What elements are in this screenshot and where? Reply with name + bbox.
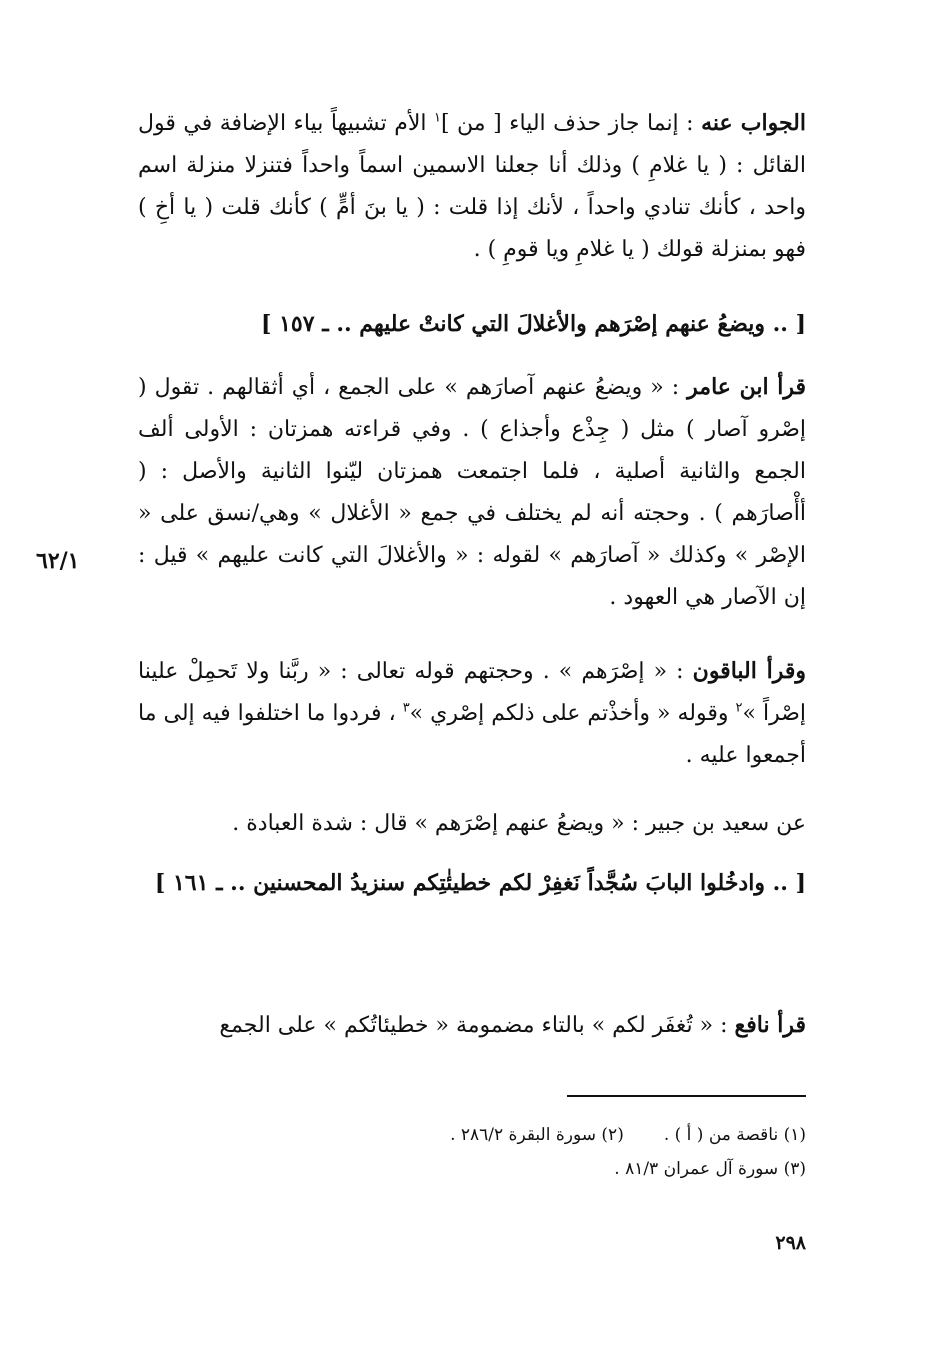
footnote-marker: ٢ [735,700,743,716]
paragraph-text: عن سعيد بن جبير : « ويضعُ عنهم إصْرَهم » قال : شدة العبادة . [232,811,806,836]
paragraph-text: : إنما جاز حذف الياء [ من ] [440,111,702,136]
paragraph-text: ، فردوا ما اختلفوا فيه إلى ما أجمعوا عليه . [138,701,806,768]
footnote-3: (٣) سورة آل عمران ٨١/٣ . [614,1159,806,1179]
footnote-divider [567,1095,806,1097]
paragraph-text: : « تُغفَر لكم » بالتاء مضمومة « خطيئاتُكم » على الجمع [219,1013,735,1038]
quran-verse-161: [ .. وادخُلوا البابَ سُجَّداً نَغفِرْ لكم خطيئٰتِكم سنزيدُ المحسنين .. ـ ١٦١ ] [154,870,806,896]
paragraph-lead: قرأ ابن عامر [687,374,806,400]
paragraph-lead: الجواب عنه [701,110,807,136]
paragraph-lead: وقرأ الباقون [692,658,806,684]
page-number: ٢٩٨ [775,1232,806,1254]
quran-verse-157: [ .. ويضعُ عنهم إصْرَهم والأغلالَ التي كانتْ عليهم .. ـ ١٥٧ ] [261,311,806,337]
paragraph-others [138,650,806,777]
footnote-marker: ١ [434,110,441,126]
paragraph-text: وقوله « وأخذْتم على ذلكم إصْري » [409,701,736,726]
paragraph-nafi [138,1004,806,1047]
paragraph-text: : « ويضعُ عنهم آصارَهم » على الجمع ، أي أثقالهم . تقول ( إصْرو آصار ) مثل ( جِذْع وأجذاع ) . وفي قراءته همزتان : الأولى ألف الجمع والثانية أصلية ، فلما اجتمعت همزتان ليّنوا الثانية والأصل : ( أأْصارَهم ) . وحجته أنه لم يختلف في جمع « الأغلال » وهي/نسق على « الإصْر » وكذلك « آصارَهم » لقوله : « والأغلالَ التي كانت عليهم » قيل : إن الآصار هي العهود . [138,375,806,610]
footnote-1: (١) ناقصة من ( أ ) . [663,1125,806,1145]
paragraph-ibn-amir [138,366,806,619]
paragraph-answer [138,102,806,271]
paragraph-text: الأم تشبيهاً بياء الإضافة في قول القائل : ( يا غلامِ ) وذلك أنا جعلنا الاسمين اسماً واحداً فتنزلا منزلة اسم واحد ، كأنك تنادي واحداً ، لأنك إذا قلت : ( يا بنَ أمٍّ ) كأنك قلت ( يا أخِ ) فهو بمنزلة قولك ( يا غلامِ ويا قومِ ) . [138,111,806,262]
footnote-2: (٢) سورة البقرة ٢٨٦/٢ . [450,1125,624,1145]
margin-page-reference: ٦٢/١ [36,548,80,574]
footnote-marker: ٣ [402,700,410,716]
paragraph-text: : « إصْرَهم » . وحجتهم قوله تعالى : « ربَّنا ولا تَحمِلْ علينا إصْراً » [138,659,807,726]
footnotes [330,1118,806,1186]
paragraph-said [138,803,806,845]
paragraph-lead: قرأ نافع [734,1012,806,1038]
